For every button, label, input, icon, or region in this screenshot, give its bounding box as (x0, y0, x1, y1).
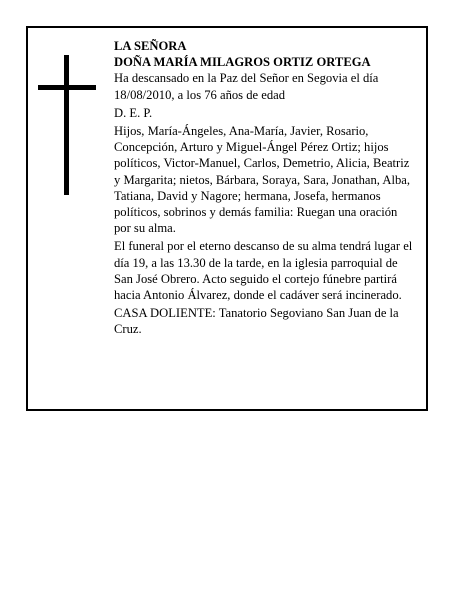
cross-icon (64, 55, 69, 195)
cross-icon-crossbar (38, 85, 96, 90)
rip-abbreviation: D. E. P. (114, 105, 153, 120)
mourning-house: CASA DOLIENTE: Tanatorio Segoviano San Juan de la Cruz. (114, 306, 399, 337)
family-list: Hijos, María-Ángeles, Ana-María, Javier, Rosario, Concepción, Arturo y Miguel-Ángel Pérez Ortiz; hijos políticos, Victor-Manuel, Carlos, Demetrio, Alicia, Beatriz y Margarita; nietos, Bárbara, Soraya, Sara, Jonathan, Alba, Tatiana, David y Nagore; hermana, Josefa, hermanos políticos, sobrinos y demás familia: Ruegan una oración por su alma. (114, 124, 410, 236)
death-announcement: Ha descansado en la Paz del Señor en Segovia el día 18/08/2010, a los 76 años de edad (114, 71, 379, 102)
obituary-text-block (114, 38, 414, 340)
deceased-name: DOÑA MARÍA MILAGROS ORTIZ ORTEGA (114, 55, 371, 70)
funeral-details: El funeral por el eterno descanso de su alma tendrá lugar el día 19, a las 13.30 de la tarde, en la iglesia parroquial de San José Obrero. Acto seguido el cortejo fúnebre partirá hacia Antonio Álvarez, donde el cadáver será incinerado. (114, 239, 413, 303)
notice-title-line-1: LA SEÑORA (114, 39, 187, 53)
